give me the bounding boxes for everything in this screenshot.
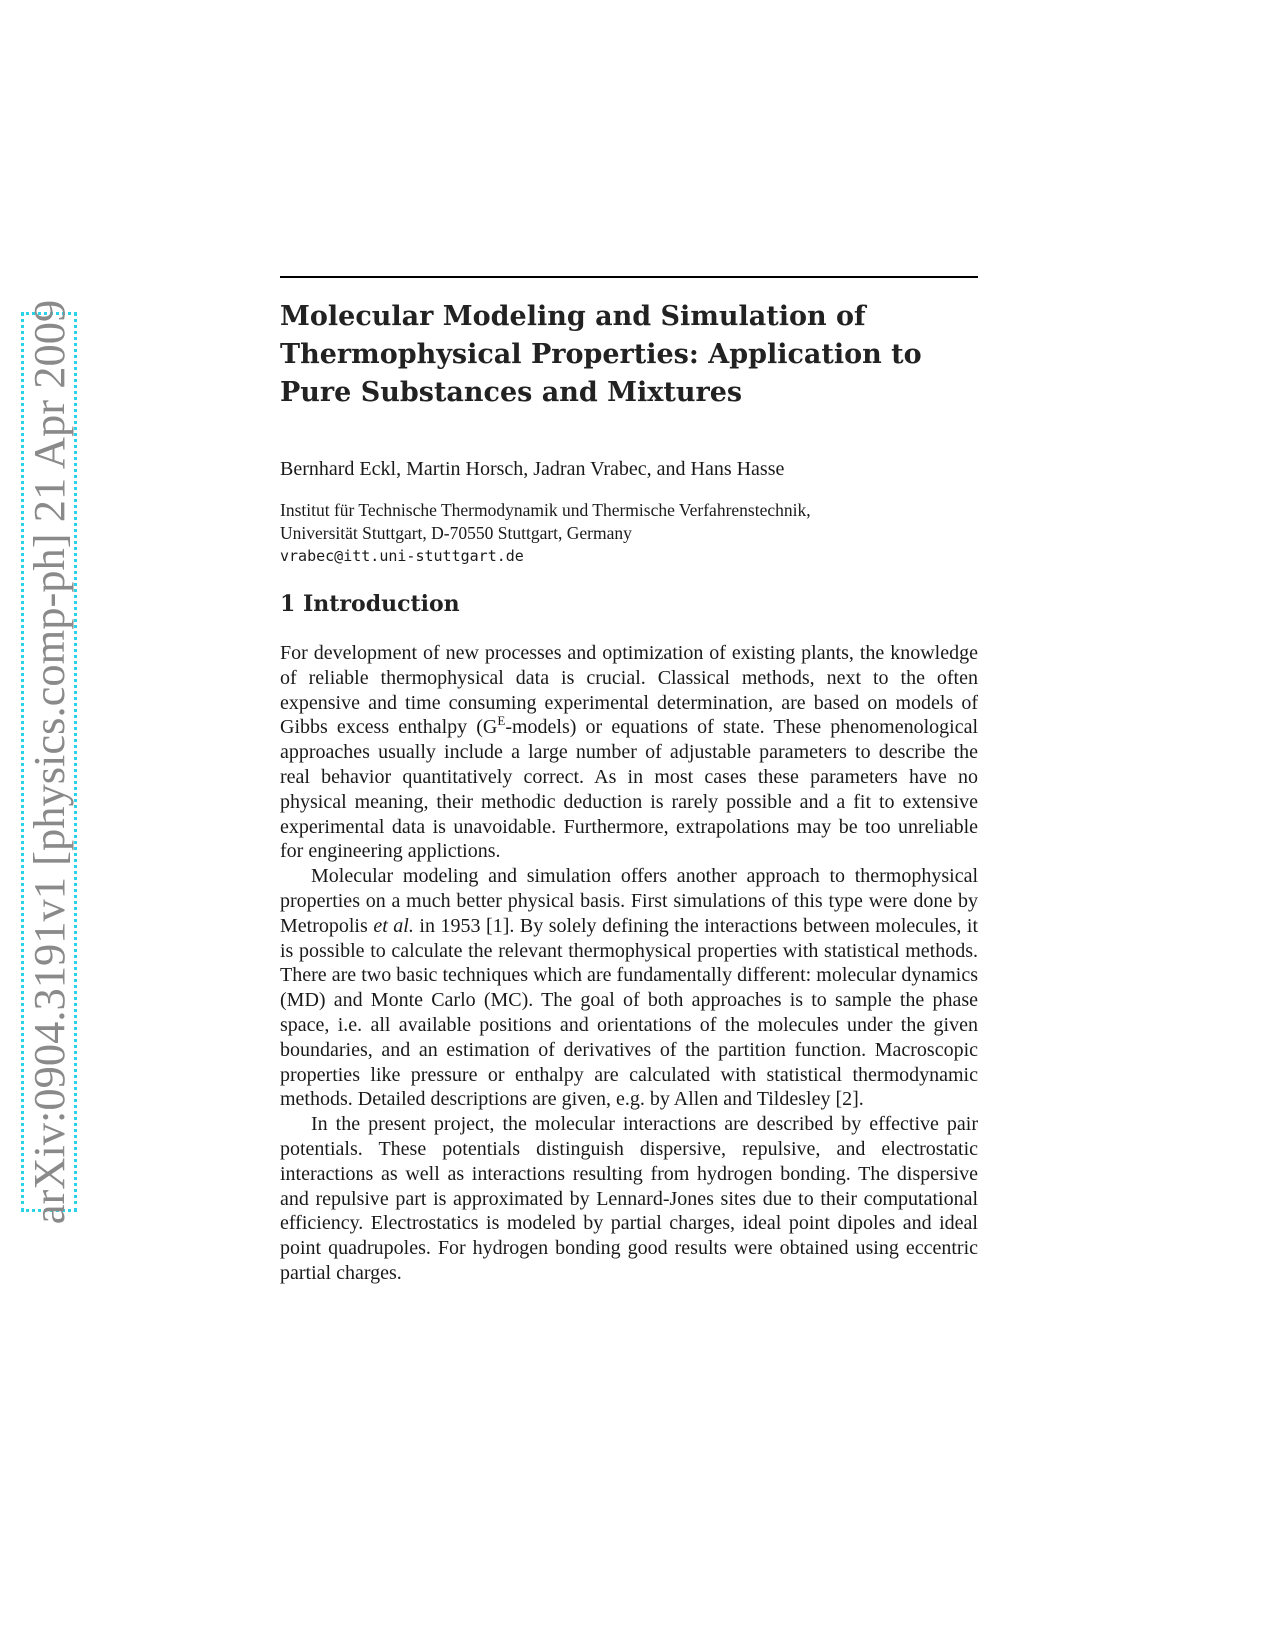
- paragraph-2-text-a: Molecular modeling and simulation offers another approach to thermophysical properties on a much better physical basis. First simulations of this type were done by Metropolis: [280, 865, 978, 937]
- top-rule: [280, 276, 978, 278]
- arxiv-stamp: [21, 299, 77, 1225]
- section-title: Introduction: [302, 591, 460, 617]
- author-list: Bernhard Eckl, Martin Horsch, Jadran Vrabec, and Hans Hasse: [280, 458, 785, 480]
- paragraph-2: [280, 864, 978, 1112]
- affiliation: [280, 499, 978, 545]
- affiliation-line: Institut für Technische Thermodynamik und Thermische Verfahrenstechnik,: [280, 500, 811, 520]
- et-al-italic: et al.: [373, 914, 414, 937]
- section-heading: [280, 589, 978, 619]
- paper-title: [280, 298, 978, 412]
- paper-page: [280, 276, 978, 1286]
- section-body: [280, 641, 978, 1286]
- contact-email: vrabec@itt.uni-stuttgart.de: [280, 547, 524, 565]
- paragraph-1-text-b: -models) or equations of state. These phenomenological approaches usually include a large number of adjustable parameters to describe the real behavior quantitatively correct. As in most cases these parameters have no physical meaning, their methodic deduction is rarely possible and a fit to extensive experimental data is unavoidable. Furthermore, extrapolations may be too unreliable for engineering applictions.: [280, 716, 979, 863]
- arxiv-identifier: arXiv:0904.3191v1 [physics.comp-ph] 21 Apr 2009: [24, 299, 74, 1225]
- paragraph-1: [280, 641, 978, 864]
- title-line: Pure Substances and Mixtures: [280, 377, 743, 408]
- title-line: Thermophysical Properties: Application to: [280, 339, 922, 370]
- affiliation-line: Universität Stuttgart, D-70550 Stuttgart, Germany: [280, 523, 632, 543]
- title-line: Molecular Modeling and Simulation of: [280, 301, 866, 332]
- section-number: 1: [280, 591, 296, 617]
- paragraph-1-text-a: For development of new processes and optimization of existing plants, the knowledge of reliable thermophysical data is crucial. Classical methods, next to the often expensive and time consuming experimental determination, are based on models of Gibbs excess enthalpy (G: [280, 642, 978, 739]
- paragraph-2-text-b: in 1953 [1]. By solely defining the interactions between molecules, it is possible to calculate the relevant thermophysical properties with statistical methods. There are two basic techniques which are fundamentally different: molecular dynamics (MD) and Monte Carlo (MC). The goal of both approaches is to sample the phase space, i.e. all available positions and orientations of the molecules under the given boundaries, and an estimation of derivatives of the partition function. Macroscopic properties like pressure or enthalpy are calculated with statistical thermodynamic methods. Detailed descriptions are given, e.g. by Allen and Tildesley [2].: [280, 914, 978, 1111]
- paragraph-3: In the present project, the molecular interactions are described by effective pair potentials. These potentials distinguish dispersive, repulsive, and electrostatic interactions as well as interactions resulting from hydrogen bonding. The dispersive and repulsive part is approximated by Lennard-Jones sites due to their computational efficiency. Electrostatics is modeled by partial charges, ideal point dipoles and ideal point quadrupoles. For hydrogen bonding good results were obtained using eccentric partial charges.: [280, 1113, 978, 1284]
- superscript-e: E: [497, 712, 506, 728]
